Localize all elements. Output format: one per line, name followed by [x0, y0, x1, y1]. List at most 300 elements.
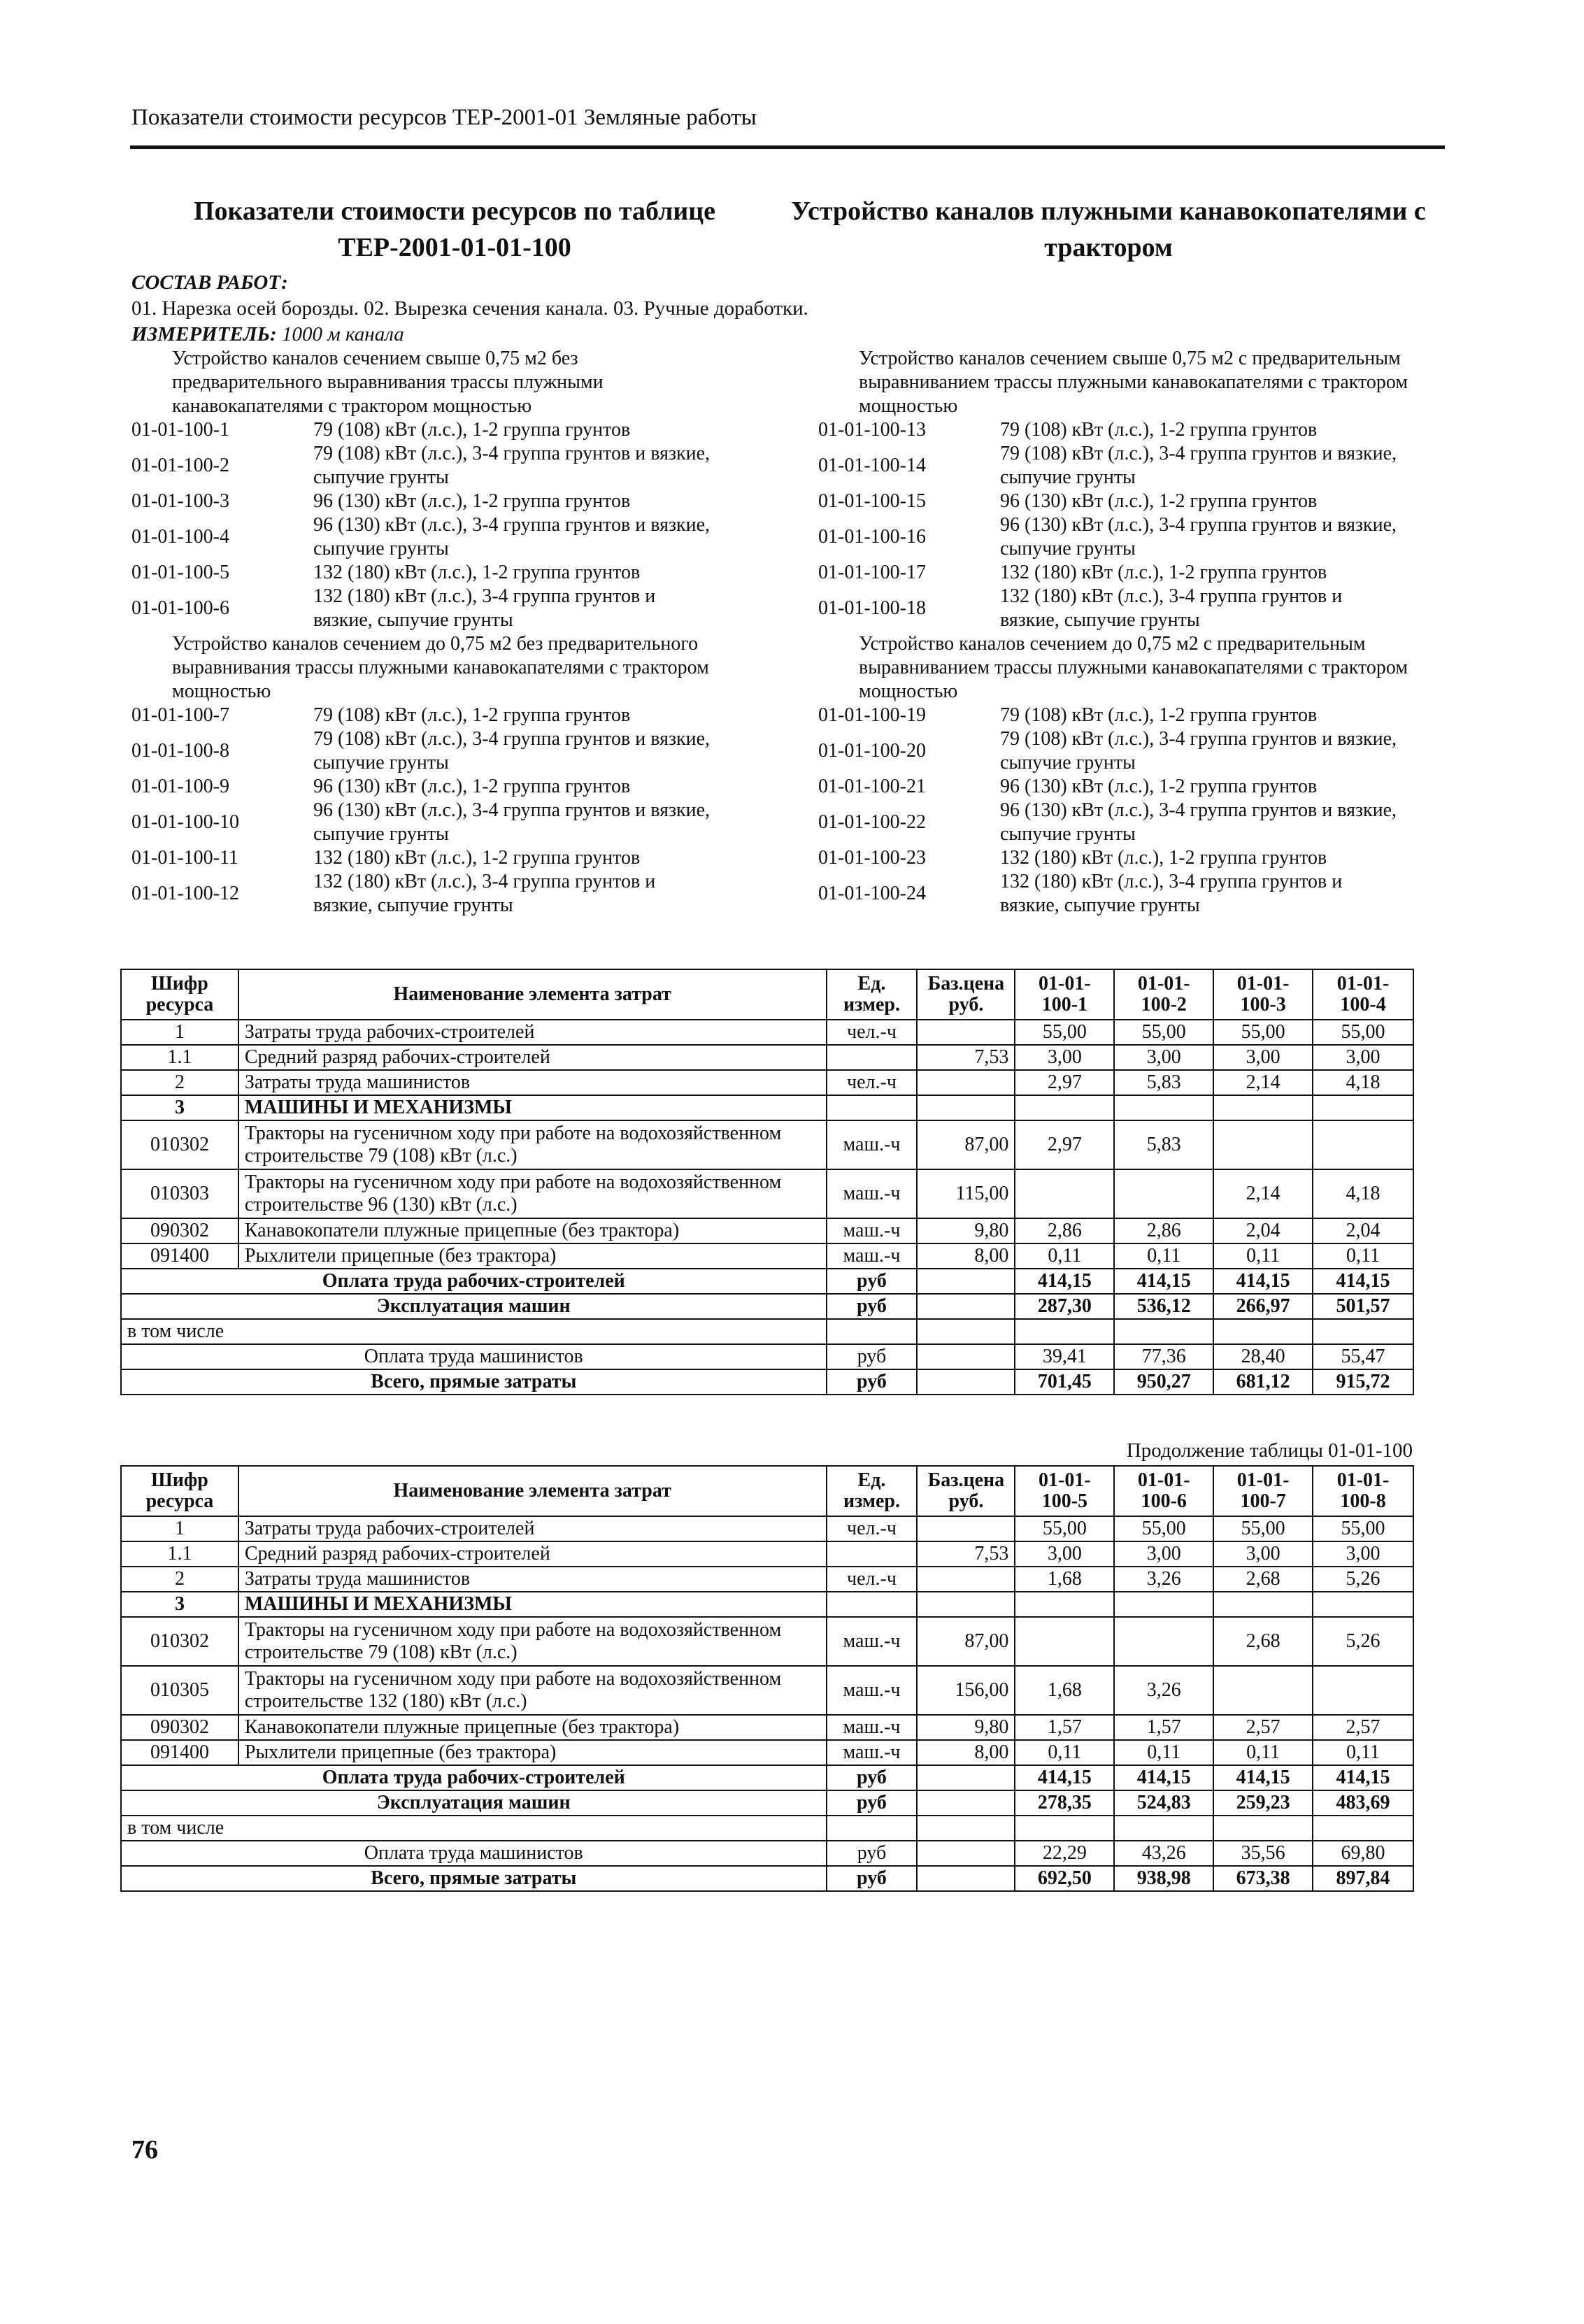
summary-row: [121, 1294, 1413, 1319]
cost-element-name: Затраты труда машинистов: [238, 1567, 827, 1592]
col-header-base-price: Баз.цена руб.: [917, 1466, 1015, 1516]
rate-value: 0,11: [1213, 1243, 1313, 1269]
item-code: 01-01-100-12: [131, 883, 239, 904]
table-row: [121, 1516, 1413, 1541]
rate-value: 2,68: [1213, 1617, 1313, 1666]
col-header-rate-code: 01-01-100-5: [1015, 1466, 1114, 1516]
table-row: [121, 1070, 1413, 1095]
unit: руб: [827, 1269, 918, 1294]
summary-value: [1313, 1816, 1413, 1841]
rate-value: 0,11: [1313, 1740, 1413, 1765]
unit: руб: [827, 1790, 918, 1816]
resource-code: 090302: [121, 1218, 238, 1243]
item-code: 01-01-100-19: [818, 704, 926, 726]
summary-row: [121, 1765, 1413, 1790]
summary-row: [121, 1369, 1413, 1395]
code-list-item: [131, 490, 803, 513]
cost-element-name: Средний разряд рабочих-строителей: [238, 1045, 827, 1070]
rate-value: [1015, 1169, 1114, 1218]
item-description: 96 (130) кВт (л.с.), 3-4 группа грунтов и вязкие, сыпучие грунты: [313, 799, 711, 845]
table-row: [121, 1666, 1413, 1715]
table-subject-title: Устройство каналов плужными канавокопателями с трактором: [791, 197, 1426, 262]
base-price: 8,00: [917, 1243, 1015, 1269]
table-row: [121, 1715, 1413, 1740]
summary-value: 77,36: [1114, 1344, 1213, 1369]
unit: маш.-ч: [827, 1740, 918, 1765]
rate-value: 0,11: [1213, 1740, 1313, 1765]
rate-value: 0,11: [1015, 1243, 1114, 1269]
base-price: [917, 1095, 1015, 1120]
unit: маш.-ч: [827, 1120, 918, 1169]
resource-code: 010302: [121, 1617, 238, 1666]
item-code: 01-01-100-16: [818, 526, 926, 548]
resource-code: 2: [121, 1070, 238, 1095]
summary-value: [1015, 1816, 1114, 1841]
rate-value: [1114, 1095, 1213, 1120]
unit: руб: [827, 1841, 918, 1866]
cost-element-name: Рыхлители прицепные (без трактора): [238, 1740, 827, 1765]
table-row: [121, 1541, 1413, 1567]
col-header-rate-code: 01-01-100-8: [1313, 1466, 1413, 1516]
resource-code: 091400: [121, 1243, 238, 1269]
resource-code: 3: [121, 1095, 238, 1120]
base-price: 7,53: [917, 1045, 1015, 1070]
rate-value: [1114, 1592, 1213, 1617]
rate-value: 55,00: [1015, 1516, 1114, 1541]
code-list-item: [818, 846, 1448, 870]
summary-value: 278,35: [1015, 1790, 1114, 1816]
group-header: Устройство каналов сечением до 0,75 м2 с предварительным выравниванием трассы плужными канавокапателями с трактором мощностью: [859, 633, 1408, 702]
base-price: 9,80: [917, 1218, 1015, 1243]
item-description: 79 (108) кВт (л.с.), 1-2 группа грунтов: [313, 704, 631, 726]
rate-value: 55,00: [1313, 1516, 1413, 1541]
rate-value: 5,26: [1313, 1617, 1413, 1666]
rate-value: [1313, 1120, 1413, 1169]
item-description: 132 (180) кВт (л.с.), 1-2 группа грунтов: [1000, 562, 1327, 583]
rate-value: 0,11: [1015, 1740, 1114, 1765]
base-price: 115,00: [917, 1169, 1015, 1218]
rate-value: 2,14: [1213, 1070, 1313, 1095]
item-description: 96 (130) кВт (л.с.), 1-2 группа грунтов: [1000, 490, 1318, 512]
resource-code: 3: [121, 1592, 238, 1617]
summary-row: [121, 1841, 1413, 1866]
code-list-item: [818, 585, 1448, 632]
summary-value: 414,15: [1313, 1269, 1413, 1294]
col-header-unit: Ед. измер.: [827, 969, 918, 1020]
item-code: 01-01-100-5: [131, 562, 229, 583]
item-description: 132 (180) кВт (л.с.), 3-4 группа грунтов и вязкие, сыпучие грунты: [313, 585, 656, 631]
col-header-rate-code: 01-01-100-4: [1313, 969, 1413, 1020]
item-description: 96 (130) кВт (л.с.), 3-4 группа грунтов и вязкие, сыпучие грунты: [1000, 799, 1397, 845]
unit: чел.-ч: [827, 1070, 918, 1095]
base-price: [917, 1070, 1015, 1095]
unit: маш.-ч: [827, 1243, 918, 1269]
table-row: [121, 1617, 1413, 1666]
rate-value: 3,00: [1213, 1045, 1313, 1070]
unit: маш.-ч: [827, 1169, 918, 1218]
summary-value: 536,12: [1114, 1294, 1213, 1319]
rate-value: 3,00: [1015, 1541, 1114, 1567]
unit: маш.-ч: [827, 1715, 918, 1740]
code-list-item: [131, 513, 803, 561]
rate-value: 1,57: [1114, 1715, 1213, 1740]
summary-name: Оплата труда машинистов: [121, 1841, 827, 1866]
summary-value: 414,15: [1015, 1765, 1114, 1790]
summary-name: Всего, прямые затраты: [121, 1369, 827, 1395]
base-price: [917, 1269, 1015, 1294]
summary-value: 483,69: [1313, 1790, 1413, 1816]
unit: маш.-ч: [827, 1617, 918, 1666]
code-list-item: [131, 561, 803, 585]
code-list-item: [818, 799, 1448, 846]
summary-value: 524,83: [1114, 1790, 1213, 1816]
item-code: 01-01-100-23: [818, 847, 926, 869]
rate-value: 2,57: [1213, 1715, 1313, 1740]
rate-value: 55,00: [1114, 1516, 1213, 1541]
rate-value: 3,00: [1313, 1541, 1413, 1567]
cost-element-name: Затраты труда рабочих-строителей: [238, 1516, 827, 1541]
group-header: Устройство каналов сечением свыше 0,75 м2 с предварительным выравниванием трассы плужными канавокапателями с трактором мощностью: [859, 348, 1408, 417]
cost-element-name: Средний разряд рабочих-строителей: [238, 1541, 827, 1567]
summary-name: Эксплуатация машин: [121, 1294, 827, 1319]
summary-value: 915,72: [1313, 1369, 1413, 1395]
code-list-item: [818, 561, 1448, 585]
summary-value: 414,15: [1114, 1765, 1213, 1790]
rate-value: 3,26: [1114, 1666, 1213, 1715]
cost-element-name: Канавокопатели плужные прицепные (без трактора): [238, 1715, 827, 1740]
base-price: [917, 1020, 1015, 1045]
resource-code: 090302: [121, 1715, 238, 1740]
item-description: 132 (180) кВт (л.с.), 1-2 группа грунтов: [313, 562, 641, 583]
summary-value: 701,45: [1015, 1369, 1114, 1395]
col-header-base-price: Баз.цена руб.: [917, 969, 1015, 1020]
col-header-rate-code: 01-01-100-7: [1213, 1466, 1313, 1516]
rate-value: 3,00: [1213, 1541, 1313, 1567]
item-description: 79 (108) кВт (л.с.), 3-4 группа грунтов и вязкие, сыпучие грунты: [1000, 728, 1397, 774]
base-price: 8,00: [917, 1740, 1015, 1765]
resource-code: 010303: [121, 1169, 238, 1218]
rate-value: 3,00: [1114, 1541, 1213, 1567]
rate-value: 2,86: [1015, 1218, 1114, 1243]
base-price: [917, 1765, 1015, 1790]
rate-value: 3,00: [1114, 1045, 1213, 1070]
rate-value: 4,18: [1313, 1070, 1413, 1095]
rate-value: [1313, 1095, 1413, 1120]
cost-element-name: Тракторы на гусеничном ходу при работе на водохозяйственном строительстве 79 (108) кВт (л.с.): [238, 1617, 827, 1666]
item-code: 01-01-100-22: [818, 811, 926, 833]
continuation-note: Продолжение таблицы 01-01-100: [1126, 1439, 1413, 1462]
cost-element-name: Тракторы на гусеничном ходу при работе на водохозяйственном строительстве 79 (108) кВт (л.с.): [238, 1120, 827, 1169]
rate-value: [1114, 1617, 1213, 1666]
code-list-item: [818, 704, 1448, 727]
code-list-item: [818, 775, 1448, 799]
rate-value: [1015, 1592, 1114, 1617]
cost-element-name: Канавокопатели плужные прицепные (без трактора): [238, 1218, 827, 1243]
item-code: 01-01-100-8: [131, 740, 229, 762]
unit: [827, 1095, 918, 1120]
cost-element-name: Рыхлители прицепные (без трактора): [238, 1243, 827, 1269]
table-row: [121, 1095, 1413, 1120]
item-code: 01-01-100-11: [131, 847, 238, 869]
group-header: Устройство каналов сечением до 0,75 м2 без предварительного выравнивания трассы плужными канавокапателями с трактором мощностью: [172, 633, 709, 702]
table-row: [121, 1567, 1413, 1592]
item-description: 96 (130) кВт (л.с.), 1-2 группа грунтов: [313, 776, 631, 797]
resource-table-1: [120, 969, 1414, 1395]
resource-code: 1.1: [121, 1045, 238, 1070]
summary-row: [121, 1344, 1413, 1369]
item-code: 01-01-100-3: [131, 490, 229, 512]
rate-value: 55,00: [1213, 1516, 1313, 1541]
base-price: 9,80: [917, 1715, 1015, 1740]
unit: руб: [827, 1866, 918, 1891]
base-price: [917, 1516, 1015, 1541]
col-header-code: Шифр ресурса: [121, 1466, 238, 1516]
rate-value: [1015, 1617, 1114, 1666]
item-description: 132 (180) кВт (л.с.), 1-2 группа грунтов: [1000, 847, 1327, 869]
base-price: [917, 1841, 1015, 1866]
col-header-name: Наименование элемента затрат: [238, 969, 827, 1020]
rate-value: 55,00: [1313, 1020, 1413, 1045]
item-description: 132 (180) кВт (л.с.), 1-2 группа грунтов: [313, 847, 641, 869]
unit: [827, 1592, 918, 1617]
summary-value: [1114, 1319, 1213, 1344]
item-code: 01-01-100-4: [131, 526, 229, 548]
rate-value: 2,14: [1213, 1169, 1313, 1218]
rate-value: 3,26: [1114, 1567, 1213, 1592]
summary-value: 35,56: [1213, 1841, 1313, 1866]
item-code: 01-01-100-20: [818, 740, 926, 762]
rate-value: 5,26: [1313, 1567, 1413, 1592]
summary-name: Оплата труда рабочих-строителей: [121, 1269, 827, 1294]
izmeritel-label: ИЗМЕРИТЕЛЬ:: [131, 323, 277, 345]
item-code: 01-01-100-15: [818, 490, 926, 512]
unit: руб: [827, 1369, 918, 1395]
resource-table-2: [120, 1465, 1414, 1892]
summary-name: Эксплуатация машин: [121, 1790, 827, 1816]
cost-element-name: Затраты труда рабочих-строителей: [238, 1020, 827, 1045]
cost-element-name: МАШИНЫ И МЕХАНИЗМЫ: [238, 1592, 827, 1617]
summary-name: в том числе: [121, 1319, 827, 1344]
unit: чел.-ч: [827, 1567, 918, 1592]
resource-code: 091400: [121, 1740, 238, 1765]
summary-value: 43,26: [1114, 1841, 1213, 1866]
summary-value: 501,57: [1313, 1294, 1413, 1319]
code-list-item: [131, 846, 803, 870]
rate-value: [1015, 1095, 1114, 1120]
code-list-item: [131, 418, 803, 442]
item-code: 01-01-100-21: [818, 776, 926, 797]
unit: чел.-ч: [827, 1516, 918, 1541]
resource-code: 010302: [121, 1120, 238, 1169]
rate-value: 2,04: [1213, 1218, 1313, 1243]
summary-value: 692,50: [1015, 1866, 1114, 1891]
base-price: 87,00: [917, 1617, 1015, 1666]
cost-element-name: Затраты труда машинистов: [238, 1070, 827, 1095]
base-price: [917, 1294, 1015, 1319]
summary-value: 414,15: [1213, 1269, 1313, 1294]
base-price: [917, 1369, 1015, 1395]
izmeritel: [131, 323, 404, 346]
resource-code: 010305: [121, 1666, 238, 1715]
rate-value: 5,83: [1114, 1120, 1213, 1169]
table-header-row: [121, 969, 1413, 1020]
rate-value: 1,68: [1015, 1666, 1114, 1715]
rate-value: 55,00: [1015, 1020, 1114, 1045]
code-list-item: [131, 727, 803, 775]
base-price: [917, 1866, 1015, 1891]
unit: [827, 1541, 918, 1567]
item-code: 01-01-100-7: [131, 704, 229, 726]
item-description: 96 (130) кВт (л.с.), 3-4 группа грунтов и вязкие, сыпучие грунты: [313, 514, 711, 559]
code-list-item: [818, 727, 1448, 775]
unit: [827, 1816, 918, 1841]
rate-value: 3,00: [1313, 1045, 1413, 1070]
rate-value: [1213, 1666, 1313, 1715]
summary-value: 681,12: [1213, 1369, 1313, 1395]
table-row: [121, 1045, 1413, 1070]
summary-name: Оплата труда рабочих-строителей: [121, 1765, 827, 1790]
unit: [827, 1045, 918, 1070]
col-header-unit: Ед. измер.: [827, 1466, 918, 1516]
base-price: [917, 1816, 1015, 1841]
rate-value: [1313, 1592, 1413, 1617]
rate-value: 0,11: [1313, 1243, 1413, 1269]
item-description: 96 (130) кВт (л.с.), 1-2 группа грунтов: [1000, 776, 1318, 797]
base-price: [917, 1592, 1015, 1617]
item-code: 01-01-100-18: [818, 597, 926, 619]
code-list-item: [131, 585, 803, 632]
item-description: 79 (108) кВт (л.с.), 3-4 группа грунтов и вязкие, сыпучие грунты: [1000, 443, 1397, 488]
summary-value: 897,84: [1313, 1866, 1413, 1891]
summary-value: 414,15: [1114, 1269, 1213, 1294]
summary-value: 69,80: [1313, 1841, 1413, 1866]
table-row: [121, 1592, 1413, 1617]
col-header-name: Наименование элемента затрат: [238, 1466, 827, 1516]
summary-value: [1313, 1319, 1413, 1344]
summary-row: [121, 1269, 1413, 1294]
col-header-rate-code: 01-01-100-1: [1015, 969, 1114, 1020]
resource-code: 1.1: [121, 1541, 238, 1567]
rate-value: [1213, 1592, 1313, 1617]
summary-name: в том числе: [121, 1816, 827, 1841]
code-list-item: [131, 775, 803, 799]
rate-value: 2,57: [1313, 1715, 1413, 1740]
table-row: [121, 1218, 1413, 1243]
summary-row: [121, 1866, 1413, 1891]
summary-value: 950,27: [1114, 1369, 1213, 1395]
item-description: 79 (108) кВт (л.с.), 1-2 группа грунтов: [313, 419, 631, 441]
operations-list: 01. Нарезка осей борозды. 02. Вырезка сечения канала. 03. Ручные доработки.: [131, 297, 808, 320]
rate-value: 55,00: [1114, 1020, 1213, 1045]
rate-value: 55,00: [1213, 1020, 1313, 1045]
base-price: 156,00: [917, 1666, 1015, 1715]
rate-value: 5,83: [1114, 1070, 1213, 1095]
summary-value: 22,29: [1015, 1841, 1114, 1866]
rate-value: 2,04: [1313, 1218, 1413, 1243]
rate-value: [1213, 1095, 1313, 1120]
rate-value: 1,57: [1015, 1715, 1114, 1740]
summary-value: 287,30: [1015, 1294, 1114, 1319]
base-price: 87,00: [917, 1120, 1015, 1169]
running-header: Показатели стоимости ресурсов ТЕР-2001-01 Земляные работы: [131, 105, 757, 130]
item-code: 01-01-100-6: [131, 597, 229, 619]
cost-element-name: Тракторы на гусеничном ходу при работе на водохозяйственном строительстве 132 (180) кВт (л.с.): [238, 1666, 827, 1715]
col-header-rate-code: 01-01-100-2: [1114, 969, 1213, 1020]
summary-value: 39,41: [1015, 1344, 1114, 1369]
item-description: 79 (108) кВт (л.с.), 3-4 группа грунтов и вязкие, сыпучие грунты: [313, 443, 711, 488]
summary-row: [121, 1790, 1413, 1816]
rate-value: [1313, 1666, 1413, 1715]
table-row: [121, 1740, 1413, 1765]
summary-value: 938,98: [1114, 1866, 1213, 1891]
left-code-list: [131, 347, 803, 918]
summary-row: [121, 1319, 1413, 1344]
table-row: [121, 1020, 1413, 1045]
rate-value: [1114, 1169, 1213, 1218]
code-list-item: [818, 870, 1448, 918]
summary-row: [121, 1816, 1413, 1841]
summary-value: 266,97: [1213, 1294, 1313, 1319]
unit: маш.-ч: [827, 1666, 918, 1715]
unit: [827, 1319, 918, 1344]
summary-name: Оплата труда машинистов: [121, 1344, 827, 1369]
item-description: 132 (180) кВт (л.с.), 3-4 группа грунтов и вязкие, сыпучие грунты: [1000, 871, 1343, 916]
cost-element-name: МАШИНЫ И МЕХАНИЗМЫ: [238, 1095, 827, 1120]
base-price: 7,53: [917, 1541, 1015, 1567]
code-list-item: [818, 442, 1448, 490]
rate-value: 2,97: [1015, 1070, 1114, 1095]
item-code: 01-01-100-17: [818, 562, 926, 583]
item-description: 79 (108) кВт (л.с.), 1-2 группа грунтов: [1000, 419, 1318, 441]
rate-value: 2,68: [1213, 1567, 1313, 1592]
item-code: 01-01-100-1: [131, 419, 229, 441]
code-list-item: [818, 490, 1448, 513]
summary-value: 414,15: [1015, 1269, 1114, 1294]
right-code-list: [818, 347, 1448, 918]
col-header-rate-code: 01-01-100-3: [1213, 969, 1313, 1020]
table-row: [121, 1243, 1413, 1269]
base-price: [917, 1319, 1015, 1344]
code-list-item: [131, 870, 803, 918]
col-header-rate-code: 01-01-100-6: [1114, 1466, 1213, 1516]
unit: руб: [827, 1344, 918, 1369]
summary-value: [1213, 1816, 1313, 1841]
item-code: 01-01-100-10: [131, 811, 239, 833]
table-title: Показатели стоимости ресурсов по таблице ТЕР-2001-01-01-100: [193, 197, 716, 262]
izmeritel-value: 1000 м канала: [281, 323, 404, 345]
resource-code: 1: [121, 1516, 238, 1541]
code-list-item: [131, 704, 803, 727]
summary-value: 55,47: [1313, 1344, 1413, 1369]
base-price: [917, 1344, 1015, 1369]
item-description: 132 (180) кВт (л.с.), 3-4 группа грунтов и вязкие, сыпучие грунты: [1000, 585, 1343, 631]
header-rule: [130, 145, 1445, 149]
table-header-row: [121, 1466, 1413, 1516]
rate-value: [1213, 1120, 1313, 1169]
summary-value: [1015, 1319, 1114, 1344]
item-code: 01-01-100-2: [131, 455, 229, 476]
rate-value: 0,11: [1114, 1243, 1213, 1269]
item-code: 01-01-100-14: [818, 455, 926, 476]
rate-value: 2,97: [1015, 1120, 1114, 1169]
code-list-item: [131, 799, 803, 846]
summary-value: 414,15: [1213, 1765, 1313, 1790]
code-list-item: [818, 418, 1448, 442]
summary-value: 414,15: [1313, 1765, 1413, 1790]
rate-value: 2,86: [1114, 1218, 1213, 1243]
rate-value: 1,68: [1015, 1567, 1114, 1592]
unit: маш.-ч: [827, 1218, 918, 1243]
